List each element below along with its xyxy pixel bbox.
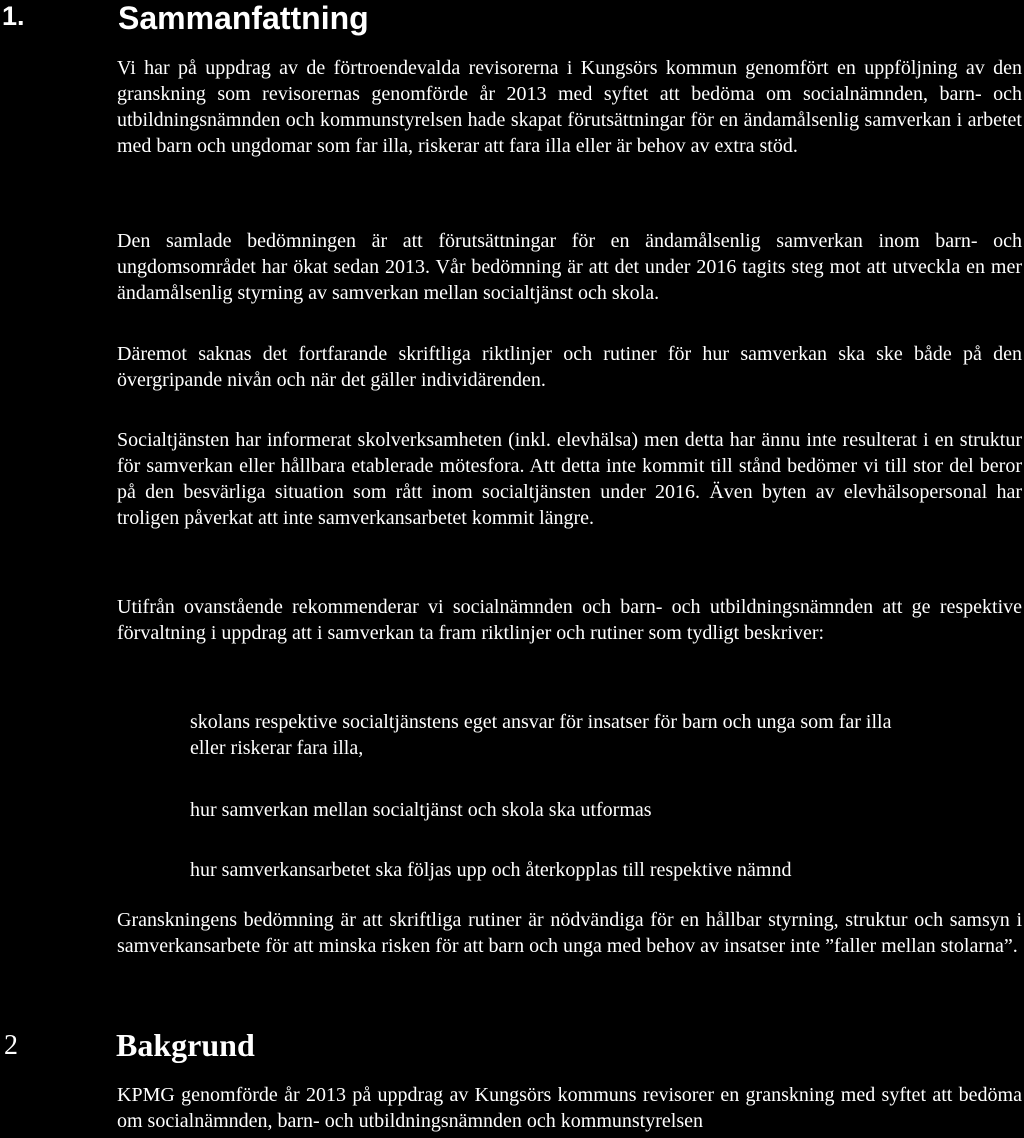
section-2-title: Bakgrund [116, 1027, 255, 1063]
section-1-bullet-2: hur samverkan mellan socialtjänst och skola ska utformas [190, 799, 652, 821]
section-1-paragraph-2: Den samlade bedömningen är att förutsättningar för en ändamålsenlig samverkan inom barn- och ungdomsområdet har ökat sedan 2013. Vår bedömning är att det under 2016 tagits steg mot att utveckla en mer ändamålsenlig styrning av samverkan mellan socialtjänst och skola. [117, 230, 1022, 304]
section-1-bullet-3: hur samverkansarbetet ska följas upp och återkopplas till respektive nämnd [190, 859, 792, 881]
section-1-paragraph-4: Socialtjänsten har informerat skolverksamheten (inkl. elevhälsa) men detta har ännu inte resulterat i en struktur för samverkan eller hållbara etablerade mötesfora. Att detta inte kommit till stånd bedömer vi till stor del beror på den besvärliga situation som rått inom socialtjänsten under 2016. Även byten av elevhälsopersonal har troligen påverkat att inte samverkansarbetet kommit längre. [117, 429, 1022, 529]
section-1-closing-paragraph: Granskningens bedömning är att skriftliga rutiner är nödvändiga för en hållbar styrning, struktur och samsyn i samverkansarbete för att minska risken för att barn och unga med behov av insatser inte ”faller mellan stolarna”. [117, 909, 1022, 957]
section-1-paragraph-5: Utifrån ovanstående rekommenderar vi socialnämnden och barn- och utbildningsnämnden att ge respektive förvaltning i uppdrag att i samverkan ta fram riktlinjer och rutiner som tydligt beskriver: [117, 596, 1022, 644]
section-2-number: 2 [4, 1030, 18, 1061]
section-1-number: 1. [2, 1, 25, 31]
section-1-title: Sammanfattning [118, 0, 369, 36]
section-1-paragraph-3: Däremot saknas det fortfarande skriftliga riktlinjer och rutiner för hur samverkan ska ske både på den övergripande nivån och när det gäller individärenden. [117, 343, 1022, 391]
section-1-paragraph-1: Vi har på uppdrag av de förtroendevalda revisorerna i Kungsörs kommun genomfört en uppföljning av den granskning som revisorernas genomförde år 2013 med syftet att bedöma om socialnämnden, barn- och utbildningsnämnden och kommunstyrelsen hade skapat förutsättningar för en ändamålsenlig samverkan i arbetet med barn och ungdomar som far illa, riskerar att fara illa eller är behov av extra stöd. [117, 57, 1022, 157]
section-1-bullet-1: skolans respektive socialtjänstens eget ansvar för insatser för barn och unga som far illa eller riskerar fara illa, [190, 711, 892, 759]
section-2-paragraph-1: KPMG genomförde år 2013 på uppdrag av Kungsörs kommuns revisorer en granskning med syftet att bedöma om socialnämnden, barn- och utbildningsnämnden och kommunstyrelsen [117, 1084, 1022, 1132]
